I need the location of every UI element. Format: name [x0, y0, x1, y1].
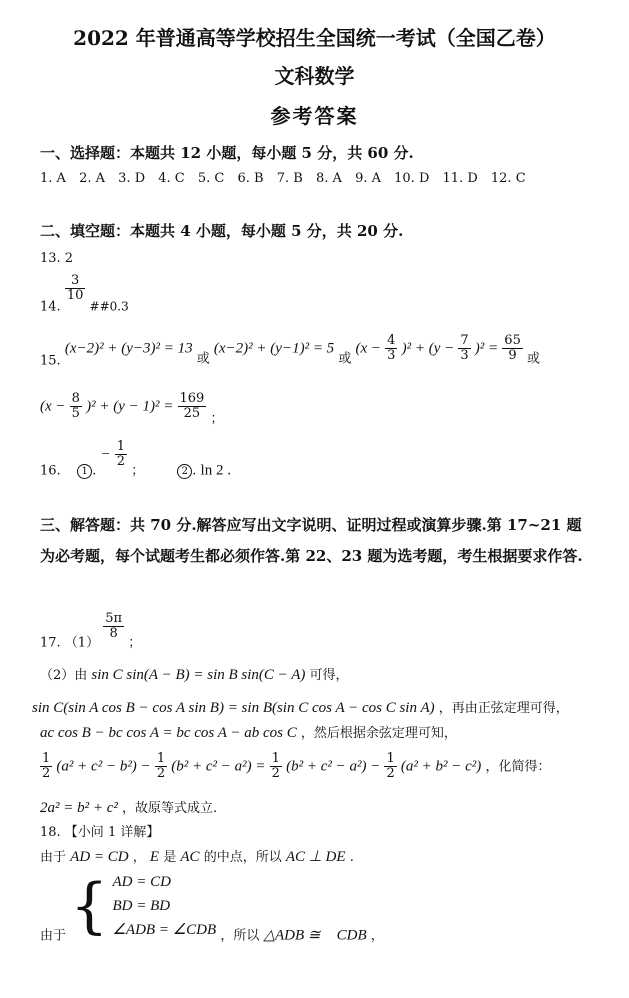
- fraction-numerator: 5π: [105, 611, 123, 626]
- q15-eq3-fraction-1: [385, 334, 397, 364]
- mcq-answer: 5. C: [197, 171, 225, 186]
- fraction-denominator: 5: [71, 406, 80, 422]
- fraction-numerator: 1: [116, 439, 126, 454]
- q18-line1: [40, 846, 354, 866]
- fraction-numerator: 65: [504, 333, 521, 348]
- fraction-numerator: 1: [271, 751, 280, 766]
- mcq-answer: 6. B: [237, 171, 264, 186]
- section2-heading: 二、填空题：本题共 4 小题，每小题 5 分，共 20 分.: [40, 222, 404, 240]
- q17-line3-suffix: ，然后根据余弦定理可知，: [300, 726, 457, 741]
- q18-point-e: E: [149, 849, 160, 865]
- q17-line4-a: (a² + c² − b²) −: [56, 758, 151, 775]
- q18-end-comma: ，: [370, 928, 384, 944]
- fraction-numerator: 8: [71, 391, 80, 406]
- half-fraction: [384, 752, 396, 782]
- q18-congruence: △ADB ≅: [263, 927, 325, 944]
- fraction-denominator: 2: [386, 766, 395, 782]
- q18-text-midpoint: 的中点，所以: [203, 850, 286, 865]
- q18-system-eq: ∠ADB = ∠CDB: [112, 922, 217, 938]
- q18-system-line: [40, 870, 384, 945]
- q16-answer2: ln 2 .: [200, 462, 231, 479]
- q18-segment-ac: AC: [180, 849, 200, 865]
- q17-part2-prefix: （2）由: [40, 668, 88, 683]
- q15-eq4-part-a: (x −: [40, 398, 66, 415]
- q17-part2-line2: [32, 697, 569, 717]
- q14-numerator: 3: [65, 274, 86, 289]
- q16-semicolon: ；: [131, 463, 145, 479]
- q18-text-so: ，所以: [220, 928, 260, 944]
- q17-line5-suffix: ，故原等式成立.: [122, 801, 218, 816]
- q17-part2-line4: [40, 752, 550, 782]
- mcq-answer: 7. B: [276, 171, 303, 186]
- subject-title: 文科数学: [274, 64, 355, 88]
- mcq-answer: 4. C: [158, 171, 185, 186]
- q15-eq2: (x−2)² + (y−1)² = 5: [213, 340, 335, 357]
- fraction-denominator: 2: [156, 766, 166, 782]
- q18-system-prefix: 由于: [40, 928, 67, 944]
- half-fraction: [40, 752, 52, 782]
- q17-part1: [40, 612, 141, 650]
- q18-triangle-cdb: CDB: [336, 927, 367, 944]
- q14-answer: [40, 274, 129, 314]
- q15-or-3: 或: [526, 351, 540, 367]
- fraction-numerator: 1: [42, 751, 51, 766]
- mcq-answers: [40, 171, 535, 186]
- q17-line2-suffix: ，再由正弦定理可得，: [438, 701, 569, 716]
- q15-eq4-part-b: )² + (y − 1)² =: [86, 398, 174, 415]
- q18-period: .: [349, 850, 354, 865]
- half-fraction: [155, 752, 167, 782]
- q17-line5-eq: 2a² = b² + c²: [40, 800, 118, 816]
- half-fraction: [270, 752, 282, 782]
- q18-text-is: 是: [163, 850, 181, 865]
- q18-eq-ad-cd: AD = CD: [70, 849, 129, 865]
- fraction-denominator: 25: [183, 406, 201, 422]
- q17-line4-d: (a² + b² − c²): [400, 758, 482, 775]
- q17-semicolon: ；: [128, 635, 142, 651]
- q18-comma: ，: [132, 850, 146, 865]
- fraction-numerator: 4: [387, 333, 396, 348]
- q16-answer1-sign: −: [100, 446, 111, 463]
- q17-part2-line3: [40, 722, 457, 742]
- q15-or-1: 或: [196, 351, 210, 367]
- q18-system-equations: [112, 870, 216, 942]
- exam-title: 2022 年普通高等学校招生全国统一考试（全国乙卷）: [73, 26, 556, 50]
- q17-line4-c: (b² + c² − a²) −: [286, 758, 381, 775]
- fraction-numerator: 1: [386, 751, 395, 766]
- q15-eq3-part-b: )² + (y −: [401, 340, 455, 357]
- q15-semicolon: ；: [210, 411, 224, 427]
- q14-denominator: 10: [66, 288, 84, 304]
- left-brace-icon: {: [70, 871, 109, 941]
- mcq-answer: 10. D: [394, 171, 430, 186]
- fraction-denominator: 8: [109, 626, 118, 642]
- fraction-denominator: 9: [508, 348, 517, 364]
- q17-part2-line5: [40, 797, 217, 817]
- q17-line3-eq: ac cos B − bc cos A = bc cos A − ab cos C: [40, 725, 297, 741]
- q15-line2: [40, 392, 223, 426]
- q15-eq3-part-a: (x −: [355, 340, 382, 357]
- q16-answer1-fraction: [115, 440, 127, 470]
- mcq-answer: 1. A: [40, 171, 66, 186]
- mcq-answer: 12. C: [490, 171, 526, 186]
- q15-eq1: (x−2)² + (y−3)² = 13: [64, 340, 193, 357]
- circled-number-1: 1: [77, 464, 92, 479]
- q16-label: 16.: [40, 463, 61, 479]
- answer-key-title: 参考答案: [270, 104, 359, 128]
- fraction-numerator: 169: [179, 391, 205, 406]
- circled-number-2: 2: [177, 464, 192, 479]
- q18-label: 18. 【小问 1 详解】: [40, 825, 160, 840]
- mcq-answer: 11. D: [442, 171, 478, 186]
- q17-fraction: [103, 612, 124, 642]
- fraction-numerator: 7: [460, 333, 469, 348]
- mcq-answer: 9. A: [355, 171, 381, 186]
- q17-line2-eq: sin C(sin A cos B − cos A sin B) = sin B(sin C cos A − cos C sin A): [32, 700, 435, 716]
- q17-part2-eq: sin C sin(A − B) = sin B sin(C − A): [91, 667, 306, 683]
- q15-or-2: 或: [338, 351, 352, 367]
- q15-eq3-fraction-2: [458, 334, 470, 364]
- q14-fraction: [65, 274, 86, 304]
- q14-label: 14.: [40, 299, 61, 315]
- q17-label: 17. （1）: [40, 635, 100, 651]
- mcq-answer: 3. D: [118, 171, 146, 186]
- q17-part2-line1: [40, 664, 349, 684]
- q15-eq3-rhs: [502, 334, 523, 364]
- q17-part2-suffix: 可得，: [309, 668, 349, 683]
- q17-line4-suffix: ，化简得：: [485, 759, 551, 775]
- q15-label: 15.: [40, 353, 61, 369]
- q17-line4-b: (b² + c² − a²) =: [171, 758, 266, 775]
- q16-answer: 16. 1 . − $\frac{1}{2}$ ； 2 . ln 2 .: [40, 439, 231, 479]
- q15-eq4-fraction: [70, 392, 82, 422]
- mcq-answer: 8. A: [315, 171, 342, 186]
- fraction-denominator: 2: [116, 454, 126, 470]
- fraction-numerator: 1: [156, 751, 166, 766]
- fraction-denominator: 3: [387, 348, 396, 364]
- q14-suffix: ##0.3: [89, 299, 129, 314]
- q18-system-eq: BD = BD: [112, 898, 171, 914]
- q15-eq4-rhs: [178, 392, 207, 422]
- q13-answer: 13. 2: [40, 251, 74, 266]
- mcq-answer: 2. A: [79, 171, 106, 186]
- fraction-denominator: 2: [42, 766, 51, 782]
- q15-line1: [40, 334, 540, 368]
- section1-heading: 一、选择题：本题共 12 小题，每小题 5 分，共 60 分.: [40, 144, 414, 162]
- q15-eq3-part-c: )² =: [474, 340, 499, 357]
- q18-prefix: 由于: [40, 850, 67, 865]
- section3-heading: 三、解答题：共 70 分.解答应写出文字说明、证明过程或演算步骤.第 17~21 题为必考题，每个试题考生都必须作答.第 22、23 题为选考题，考生根据要求作答.: [40, 516, 583, 565]
- fraction-denominator: 3: [460, 348, 469, 364]
- q18-eq-perpendicular: AC ⊥ DE: [285, 849, 346, 865]
- fraction-denominator: 2: [271, 766, 280, 782]
- q18-system-eq: AD = CD: [112, 874, 171, 890]
